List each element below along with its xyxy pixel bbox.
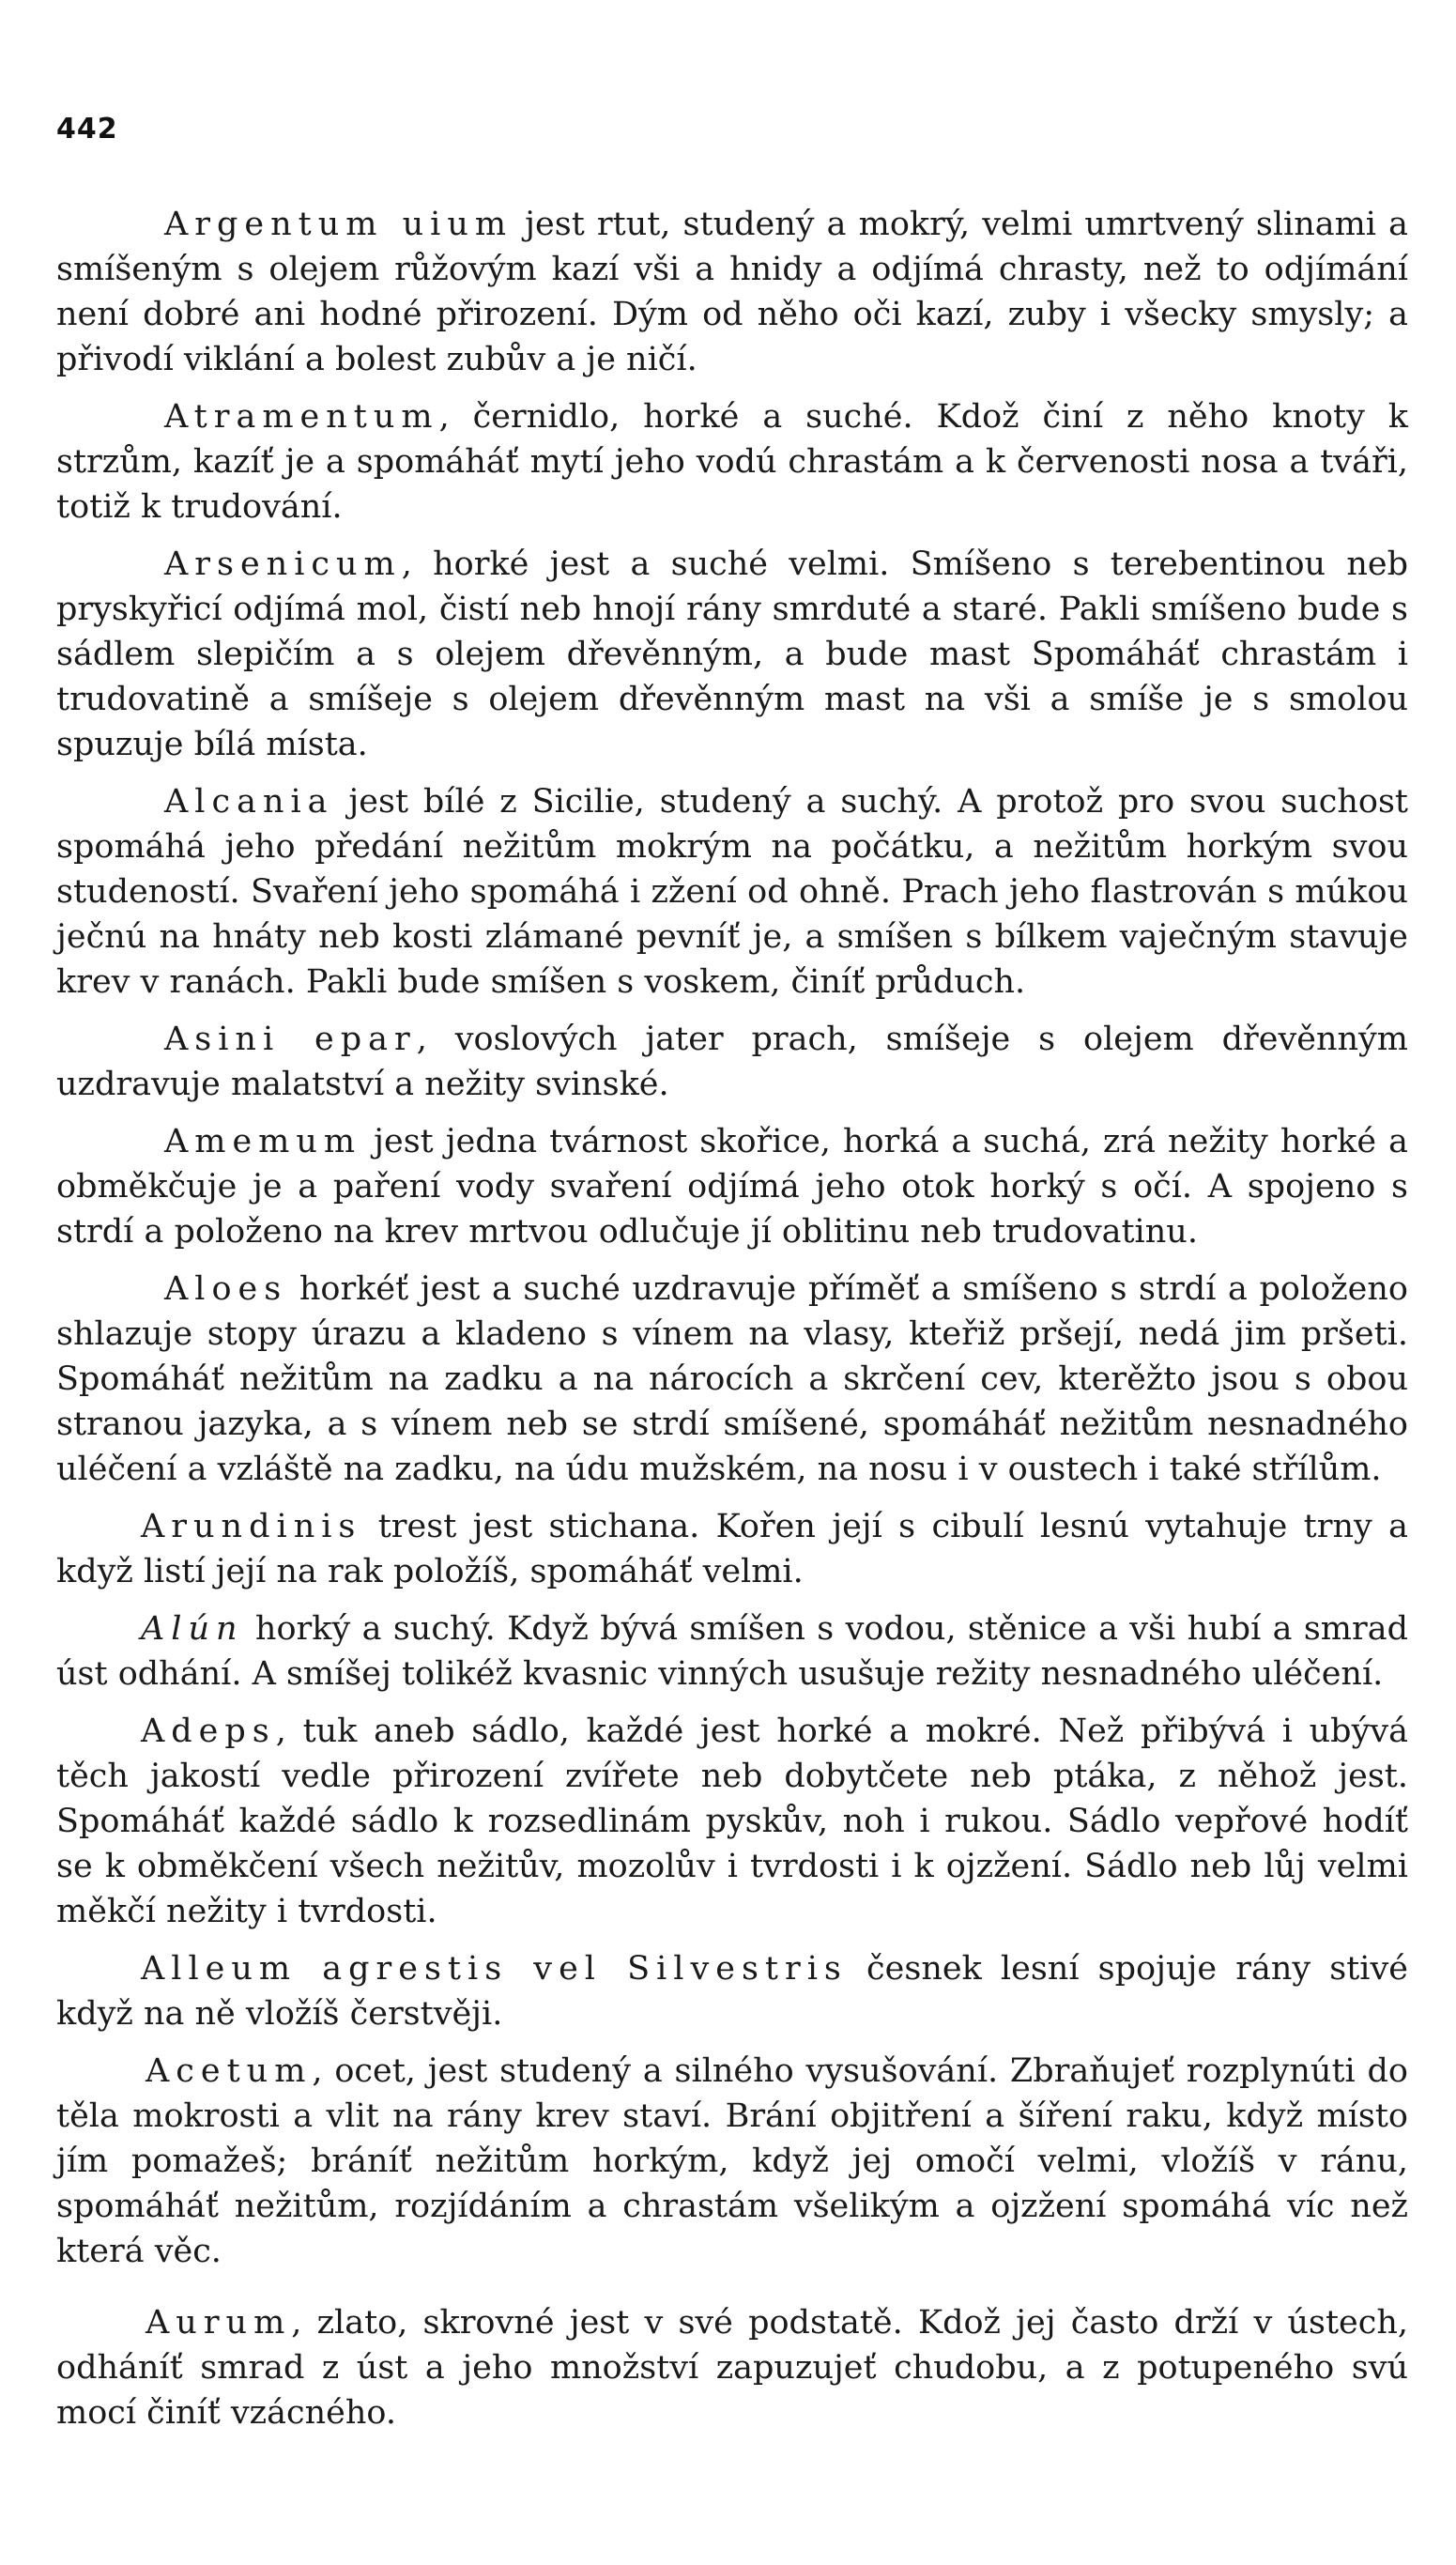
entry-text: horkéť jest a suché uzdravuje příměť a smíšeno s strdí a položeno shlazuje stopy úrazu a kladeno s vínem na vlasy, kteřiž pršejí, nedá jim pršeti. Spomáháť nežitům na zadku a na nárocích a skrčení cev, kterěžto jsou s obou stranou jazyka, a s vínem neb se strdí smíšené, spomáháť nežitům nesnadného uléčení a vzláště na zadku, na údu mužském, na nosu i v oustech i také střílům.: [56, 1270, 1408, 1488]
entry-acetum: [56, 2049, 1408, 2274]
entry-text: horký a suchý. Když bývá smíšen s vodou, stěnice a vši hubí a smrad úst odhání. A smíšej tolikéž kvasnic vinných usušuje režity nesnadného uléčení.: [56, 1610, 1408, 1693]
entry-alcania: [56, 779, 1408, 1005]
entry-arsenicum: [56, 542, 1408, 767]
entry-term: Alleum agrestis vel Silvestris: [141, 1950, 848, 1988]
entry-term: Alún: [141, 1610, 244, 1648]
entry-text: , horké jest a suché velmi. Smíšeno s terebentinou neb pryskyřicí odjímá mol, čistí neb hnojí rány smrduté a staré. Pakli smíšeno bude s sádlem slepičím a s olejem dřevěnným, a bude mast Spomáháť chrastám i trudovatině a smíšeje s olejem dřevěnným mast na vši a smíše je s smolou spuzuje bílá místa.: [56, 545, 1408, 763]
entry-adeps: [56, 1709, 1408, 1934]
entry-amemum: [56, 1119, 1408, 1254]
entry-term: Alcania: [164, 783, 334, 821]
entry-atramentum: [56, 394, 1408, 530]
page-number: 442: [56, 113, 118, 146]
entry-text: , zlato, skrovné jest v své podstatě. Kdož jej často drží v ústech, odháníť smrad z úst a jeho množství zapuzujeť chudobu, a z potupeného svú mocí činíť vzácného.: [56, 2304, 1408, 2432]
entry-text: jest rtut, studený a mokrý, velmi umrtvený slinami a smíšeným s olejem růžovým kazí vši a hnidy a odjímá chrasty, než to odjímání není dobré ani hodné přirození. Dým od něho oči kazí, zuby i všecky smysly; a přivodí viklání a bolest zubův a je ničí.: [56, 206, 1408, 378]
entry-asini-epar: [56, 1017, 1408, 1107]
entry-text: jest jedna tvárnost skořice, horká a suchá, zrá nežity horké a obměkčuje je a paření vody svaření odjímá jeho otok horký s očí. A spojeno s strdí a položeno na krev mrtvou odlučuje jí oblitinu neb trudovatinu.: [56, 1123, 1408, 1251]
entry-text: , černidlo, horké a suché. Kdož činí z něho knoty k strzům, kazíť je a spomáháť mytí jeho vodú chrastám a k červenosti nosa a tváři, totiž k trudování.: [56, 398, 1408, 526]
entry-term: Adeps: [141, 1713, 276, 1750]
entry-arundinis: [56, 1504, 1408, 1594]
entry-term: Argentum uium: [164, 206, 513, 243]
entry-term: Amemum: [164, 1123, 362, 1160]
entry-term: Atramentum: [164, 398, 439, 436]
entry-text: česnek lesní spojuje rány stivé když na ně vložíš čerstvěji.: [56, 1950, 1408, 2033]
entry-alleum-agrestis: [56, 1946, 1408, 2036]
entry-argentum-uium: [56, 202, 1408, 382]
entry-alun: [56, 1606, 1408, 1697]
entry-aloes: [56, 1267, 1408, 1492]
entry-term: Arundinis: [141, 1508, 362, 1545]
entry-term: Aurum: [146, 2304, 292, 2342]
entry-text: , tuk aneb sádlo, každé jest horké a mokré. Než přibývá i ubývá těch jakostí vedle přirození zvířete neb dobytčete neb ptáka, z něhož jest. Spomáháť každé sádlo k rozsedlinám pyskův, noh i rukou. Sádlo vepřové hodíť se k obměkčení všech nežitův, mozolův i tvrdosti i k ojzžení. Sádlo neb lůj velmi měkčí nežity i tvrdosti.: [56, 1713, 1408, 1930]
entry-term: Aloes: [164, 1270, 288, 1308]
entry-term: Acetum: [146, 2052, 313, 2090]
page-text: [56, 202, 1408, 2448]
entry-term: Arsenicum: [164, 545, 402, 583]
entry-aurum: [56, 2300, 1408, 2435]
entry-text: trest jest stichana. Kořen její s cibulí lesnú vytahuje trny a když listí její na rak položíš, spomáháť velmi.: [56, 1508, 1408, 1590]
entry-text: , ocet, jest studený a silného vysušování. Zbraňujeť rozplynúti do těla mokrosti a vlit na rány krev staví. Brání objitření a šíření raku, když místo jím pomažeš; bráníť nežitům horkým, když jej omočí velmi, vložíš v ránu, spomáháť nežitům, rozjídáním a chrastám všelikým a ojzžení spomáhá víc než která věc.: [56, 2052, 1408, 2270]
entry-text: , voslových jater prach, smíšeje s olejem dřevěnným uzdravuje malatství a nežity svinské.: [56, 1021, 1408, 1103]
entry-term: Asini epar: [164, 1021, 417, 1058]
entry-text: jest bílé z Sicilie, studený a suchý. A protož pro svou suchost spomáhá jeho předání nežitům mokrým na počátku, a nežitům horkým svou studeností. Svaření jeho spomáhá i zžení od ohně. Prach jeho flastrován s múkou ječnú na hnáty neb kosti zlámané pevníť je, a smíšen s bílkem vaječným stavuje krev v ranách. Pakli bude smíšen s voskem, činíť průduch.: [56, 783, 1408, 1001]
